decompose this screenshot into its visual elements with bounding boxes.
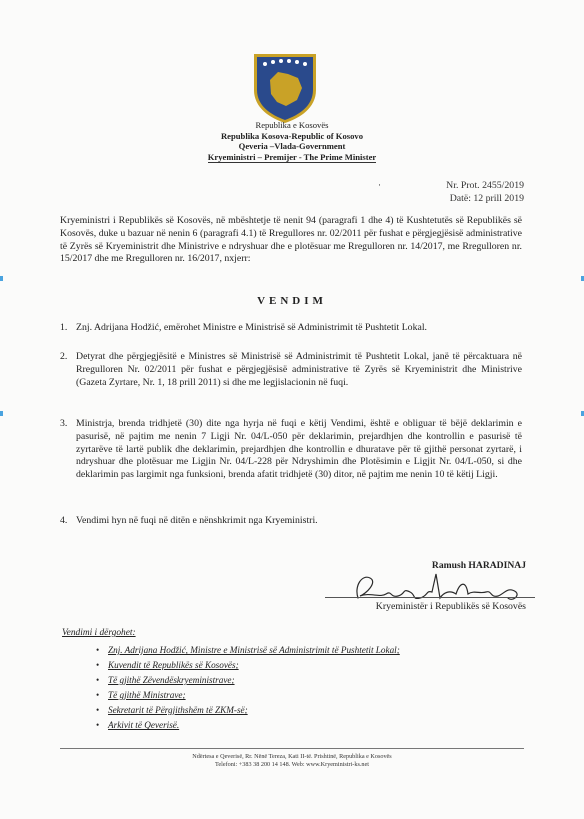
item-text: Ministrja, brenda tridhjetë (30) dite nga hyrja në fuqi e këtij Vendimi, është e obliguar të bëjë deklarimin e pasurisë, në pajtim me nenin 7 Ligji Nr. 04/L-050 për deklarimin, prejardhjen dhe kontrollin e pasurisë të zyrtarëve të lartë publik dhe deklarimin, prejardhjen dhe kontrollin e dhuratave për të gjithë personat zyrtarë, i ndryshuar dhe plotësuar me Ligjin Nr. 04/L-228 për Ndryshimin dhe Plotësimin e Ligjit Nr. 04/L-050, si dhe deklarimin pas largimit nga funksioni, brenda afatit tridhjetë (30) ditor, në pajtim me nenin 10 të këtij Ligji. <box>76 418 522 481</box>
list-item: • Të gjithë Ministrave; <box>96 688 400 703</box>
signature-line <box>325 597 535 598</box>
list-item: • Sekretarit të Përgjithshëm të ZKM-së; <box>96 703 400 718</box>
item-number: 3. <box>60 418 68 429</box>
letterhead <box>0 120 584 163</box>
item-number: 1. <box>60 322 68 333</box>
footer <box>0 753 584 770</box>
letterhead-line-2: Republika Kosova-Republic of Kosovo <box>220 130 364 141</box>
letterhead-line-4: Kryeministri – Premijer - The Prime Minister <box>207 151 377 162</box>
scan-dot: · <box>378 180 381 190</box>
list-item: • Të gjithë Zëvendëskryeministrave; <box>96 673 400 688</box>
decision-title: VENDIM <box>257 295 327 307</box>
signatory-role: Kryeministër i Republikës së Kosovës <box>375 601 526 612</box>
scan-mark <box>0 276 3 281</box>
item-text: Detyrat dhe përgjegjësitë e Ministres së Ministrisë së Administrimit të Pushtetit Lokal, janë të përcaktuara në Rregulloren Nr. 02/2011 për fushat e përgjegjësisë administrative të Zyrës së Kryeministrit dhe Ministrive (Gazeta Zyrtare, Nr. 1, 18 prill 2011) si dhe me legjislacionin në fuqi. <box>76 351 522 388</box>
recipients-title: Vendimi i dërgohet: <box>62 628 136 638</box>
kosovo-emblem-icon <box>250 50 320 125</box>
item-text: Vendimi hyn në fuqi në ditën e nënshkrimit nga Kryeministri. <box>76 515 318 526</box>
decision-item <box>60 351 522 389</box>
item-text: Znj. Adrijana Hodžić, emërohet Ministre e Ministrisë së Administrimit të Pushtetit Lokal. <box>76 322 427 333</box>
item-number: 2. <box>60 351 68 362</box>
decision-item <box>60 418 522 482</box>
protocol-number: Nr. Prot. 2455/2019 <box>446 180 524 191</box>
letterhead-line-1: Republika e Kosovës <box>255 120 329 130</box>
list-item: • Znj. Adrijana Hodžić, Ministre e Ministrisë së Administrimit të Pushtetit Lokal; <box>96 643 400 658</box>
signatory-name: Ramush HARADINAJ <box>431 560 526 571</box>
list-item: • Kuvendit të Republikës së Kosovës; <box>96 658 400 673</box>
footer-address: Ndërtesa e Qeverisë, Rr. Nënë Tereza, Kati II-të. Prishtinë, Republika e Kosovës <box>192 753 392 760</box>
footer-contact: Telefoni: +383 38 200 14 148. Web: www.Kryeministri-ks.net <box>215 761 369 769</box>
decision-item <box>60 322 522 335</box>
decision-item <box>60 515 522 528</box>
protocol-date: Datë: 12 prill 2019 <box>449 192 524 204</box>
letterhead-line-3: Qeveria –Vlada-Government <box>238 141 346 152</box>
item-number: 4. <box>60 515 68 526</box>
list-item: • Arkivit të Qeverisë. <box>96 718 400 733</box>
intro-paragraph: Kryeministri i Republikës së Kosovës, në mbështetje të nenit 94 (paragrafi 1 dhe 4) të Kushtetutës së Republikës së Kosovës, duke u bazuar në nenin 6 (paragrafi 4.1) të Rregullores nr. 02/2011 për fushat e përgjegjësisë administrative të Zyrës së Kryeministrit dhe Ministrive e ndryshuar dhe e plotësuar me Rregulloren nr. 14/2017, me Rregulloren nr. 15/2017 dhe me Rregulloren nr. 16/2017, nxjerr: <box>60 215 522 265</box>
scan-mark <box>0 411 3 416</box>
recipients-list <box>96 643 400 733</box>
footer-divider <box>60 748 524 749</box>
protocol-block <box>446 180 524 205</box>
